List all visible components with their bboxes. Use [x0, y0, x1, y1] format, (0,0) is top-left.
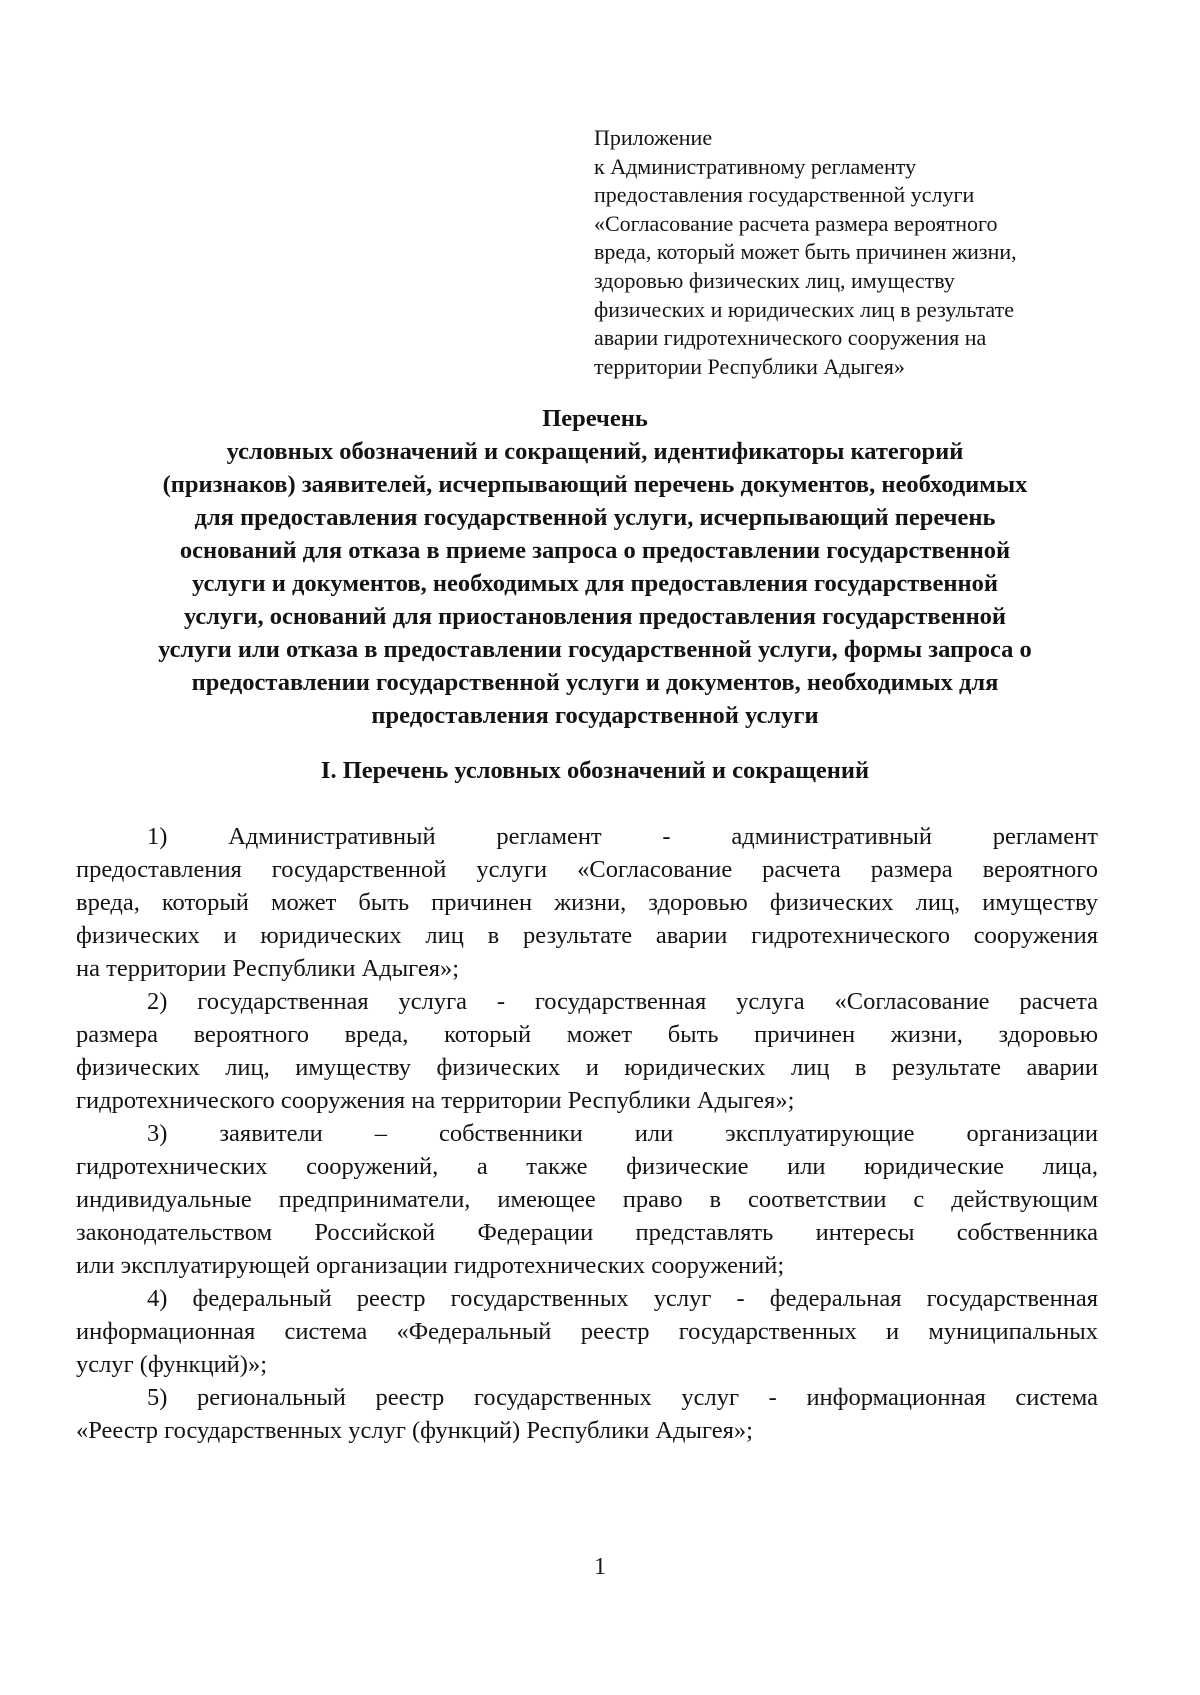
appendix-line: «Согласование расчета размера вероятного	[594, 210, 998, 236]
title-line: условных обозначений и сокращений, идентификаторы категорий	[226, 438, 964, 465]
appendix-line: предоставления государственной услуги	[594, 182, 975, 208]
definitions-list	[76, 820, 1098, 1447]
page-number: 1	[594, 1554, 606, 1580]
appendix-line: Приложение	[594, 125, 713, 150]
list-item-line: 3) заявители – собственники или эксплуатирующие организации	[147, 1120, 1098, 1147]
title-line: услуги, оснований для приостановления предоставления государственной	[183, 603, 1007, 630]
list-item-line: гидротехнического сооружения на территории Республики Адыгея»;	[76, 1087, 795, 1114]
appendix-line: вреда, который может быть причинен жизни,	[594, 239, 1017, 265]
list-item-line: «Реестр государственных услуг (функций) Республики Адыгея»;	[76, 1417, 753, 1444]
list-item-line: физических и юридических лиц в результате аварии гидротехнического сооружения	[76, 922, 1098, 949]
title-line: (признаков) заявителей, исчерпывающий перечень документов, необходимых	[162, 471, 1028, 498]
document-title-heading: Перечень	[542, 405, 648, 432]
list-item-line: законодательством Российской Федерации представлять интересы собственника	[76, 1219, 1098, 1246]
list-item-line: физических лиц, имуществу физических и юридических лиц в результате аварии	[76, 1054, 1098, 1081]
appendix-line: здоровью физических лиц, имуществу	[594, 267, 955, 293]
list-item-line: услуг (функций)»;	[76, 1351, 268, 1378]
list-item-line: вреда, который может быть причинен жизни, здоровью физических лиц, имуществу	[76, 889, 1098, 916]
appendix-note	[594, 124, 1094, 381]
appendix-line: территории Республики Адыгея»	[594, 353, 905, 379]
title-line: услуги или отказа в предоставлении государственной услуги, формы запроса о	[158, 636, 1032, 663]
title-line: предоставления государственной услуги	[371, 702, 819, 729]
section-heading: I. Перечень условных обозначений и сокращений	[320, 757, 870, 784]
list-item-line: размера вероятного вреда, который может быть причинен жизни, здоровью	[76, 1021, 1098, 1048]
appendix-line: к Административному регламенту	[594, 153, 917, 179]
list-item-line: 5) региональный реестр государственных услуг - информационная система	[147, 1384, 1098, 1411]
list-item-line: на территории Республики Адыгея»;	[76, 955, 460, 982]
list-item-line: 4) федеральный реестр государственных услуг - федеральная государственная	[147, 1285, 1098, 1312]
title-line: услуги и документов, необходимых для предоставления государственной	[192, 570, 998, 597]
list-item-line: гидротехнических сооружений, а также физические или юридические лица,	[76, 1153, 1098, 1180]
list-item-line: или эксплуатирующей организации гидротехнических сооружений;	[76, 1252, 785, 1279]
title-line: для предоставления государственной услуги, исчерпывающий перечень	[194, 504, 996, 531]
appendix-line: аварии гидротехнического сооружения на	[594, 325, 987, 351]
list-item-line: информационная система «Федеральный реестр государственных и муниципальных	[76, 1318, 1098, 1345]
document-title	[60, 435, 1130, 732]
list-item-line: 1) Административный регламент - административный регламент	[147, 823, 1098, 850]
appendix-line: физических и юридических лиц в результате	[594, 296, 1014, 322]
list-item-line: индивидуальные предприниматели, имеющее право в соответствии с действующим	[76, 1186, 1098, 1213]
list-item-line: 2) государственная услуга - государственная услуга «Согласование расчета	[147, 988, 1098, 1015]
title-line: оснований для отказа в приеме запроса о предоставлении государственной	[179, 537, 1011, 564]
list-item-line: предоставления государственной услуги «Согласование расчета размера вероятного	[76, 856, 1098, 883]
title-line: предоставлении государственной услуги и документов, необходимых для	[191, 669, 999, 696]
